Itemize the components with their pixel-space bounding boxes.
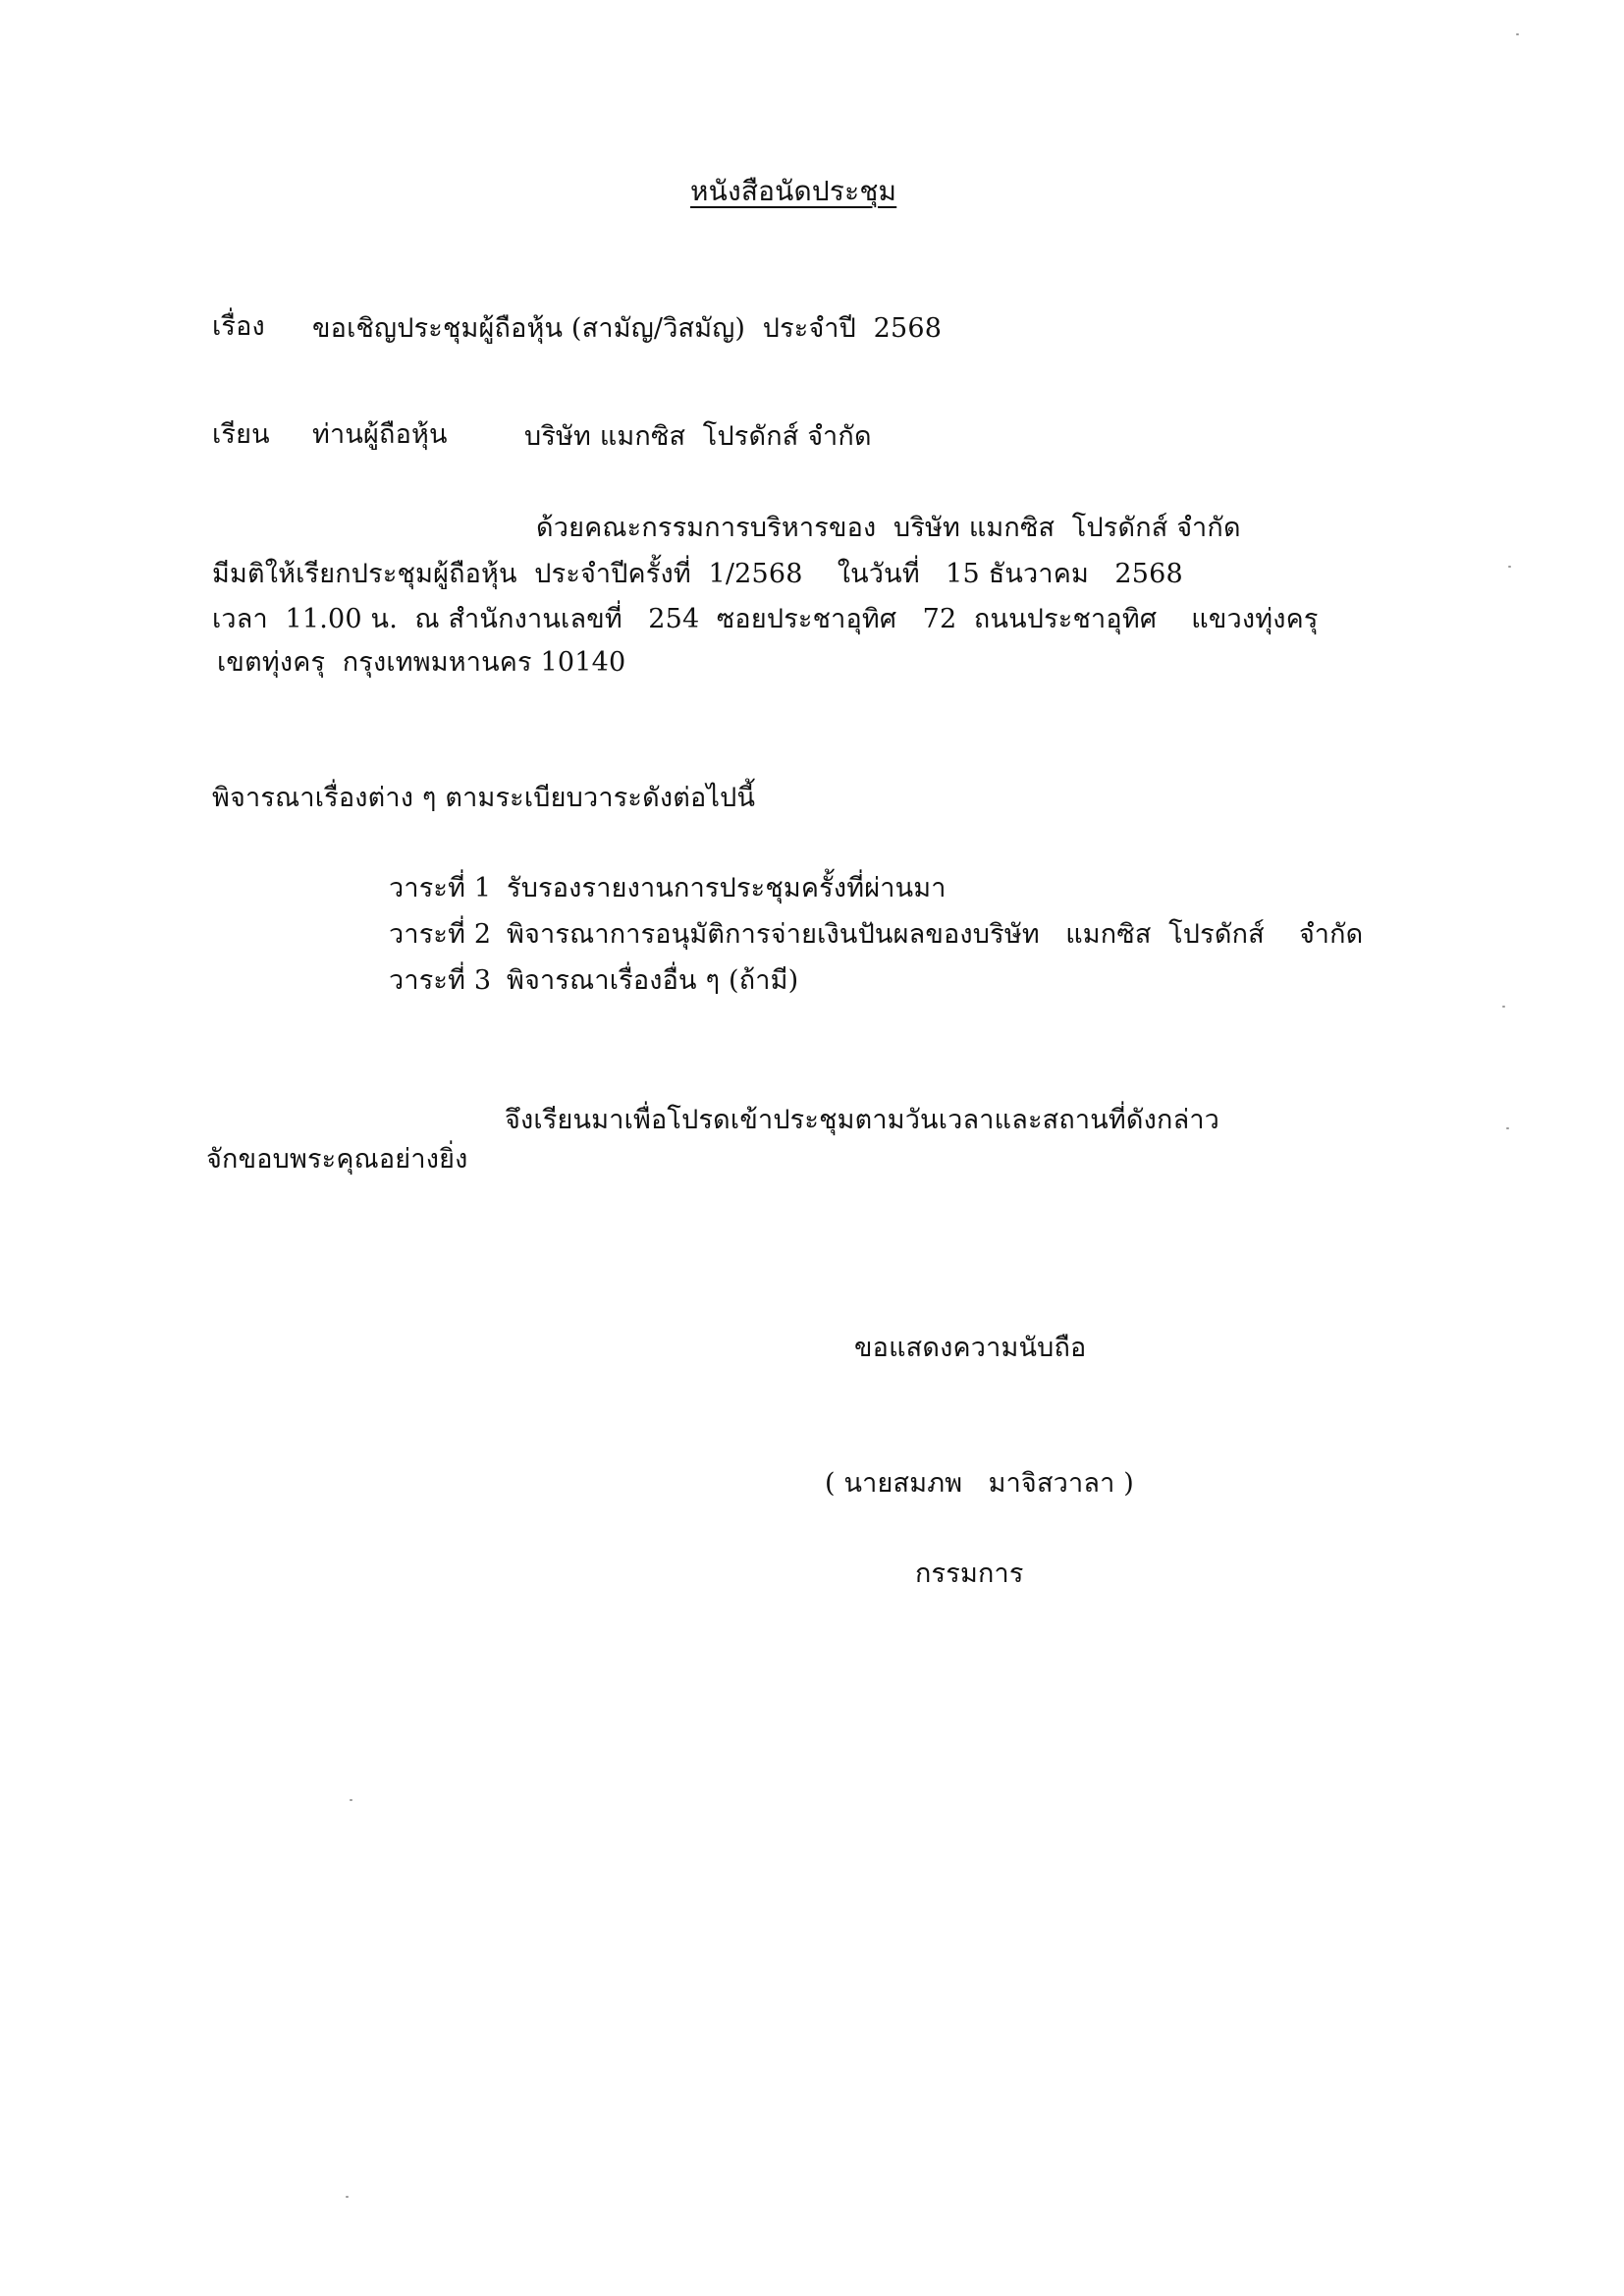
signature-name: ( นายสมภพ มาจิสวาลา ) [825, 1468, 1134, 1499]
subject-text: ขอเชิญประชุมผู้ถือหุ้น (สามัญ/วิสมัญ) ประจำปี 2568 [312, 313, 943, 344]
agenda-item-1-label: วาระที่ 1 [389, 873, 492, 903]
subject-label: เรื่อง [212, 311, 265, 342]
body-line-2: มีมติให้เรียกประชุมผู้ถือหุ้น ประจำปีครั้งที่ 1/2568 ในวันที่ 15 ธันวาคม 2568 [212, 559, 1183, 589]
agenda-item-2-text: พิจารณาการอนุมัติการจ่ายเงินปันผลของบริษัท แมกซิส โปรดักส์ จำกัด [507, 919, 1364, 950]
scan-speck [1516, 33, 1519, 35]
scan-speck [350, 1799, 352, 1801]
to-label: เรียน [212, 419, 270, 450]
body-line-3: เวลา 11.00 น. ณ สำนักงานเลขที่ 254 ซอยประชาอุทิศ 72 ถนนประชาอุทิศ แขวงทุ่งครุ [212, 604, 1319, 634]
agenda-item-3-label: วาระที่ 3 [389, 965, 492, 996]
to-recipient: ท่านผู้ถือหุ้น [312, 419, 448, 450]
closing-line-2: จักขอบพระคุณอย่างยิ่ง [206, 1144, 468, 1175]
scan-speck [346, 2196, 349, 2198]
to-company: บริษัท แมกซิส โปรดักส์ จำกัด [524, 421, 872, 452]
scan-speck [1502, 1006, 1505, 1008]
agenda-item-3-text: พิจารณาเรื่องอื่น ๆ (ถ้ามี) [507, 965, 799, 996]
agenda-item-2-label: วาระที่ 2 [389, 919, 492, 950]
document-title: หนังสือนัดประชุม [690, 175, 897, 207]
body-line-4: เขตทุ่งครุ กรุงเทพมหานคร 10140 [217, 647, 626, 678]
closing-line-1: จึงเรียนมาเพื่อโปรดเข้าประชุมตามวันเวลาและสถานที่ดังกล่าว [505, 1105, 1220, 1135]
signature-regards: ขอแสดงความนับถือ [854, 1333, 1087, 1363]
scan-speck [1506, 1127, 1509, 1129]
agenda-intro: พิจารณาเรื่องต่าง ๆ ตามระเบียบวาระดังต่อไปนี้ [212, 783, 756, 813]
body-line-1: ด้วยคณะกรรมการบริหารของ บริษัท แมกซิส โปรดักส์ จำกัด [536, 513, 1241, 543]
agenda-item-1-text: รับรองรายงานการประชุมครั้งที่ผ่านมา [507, 873, 947, 903]
scan-speck [1508, 566, 1511, 568]
signature-position: กรรมการ [915, 1558, 1024, 1589]
